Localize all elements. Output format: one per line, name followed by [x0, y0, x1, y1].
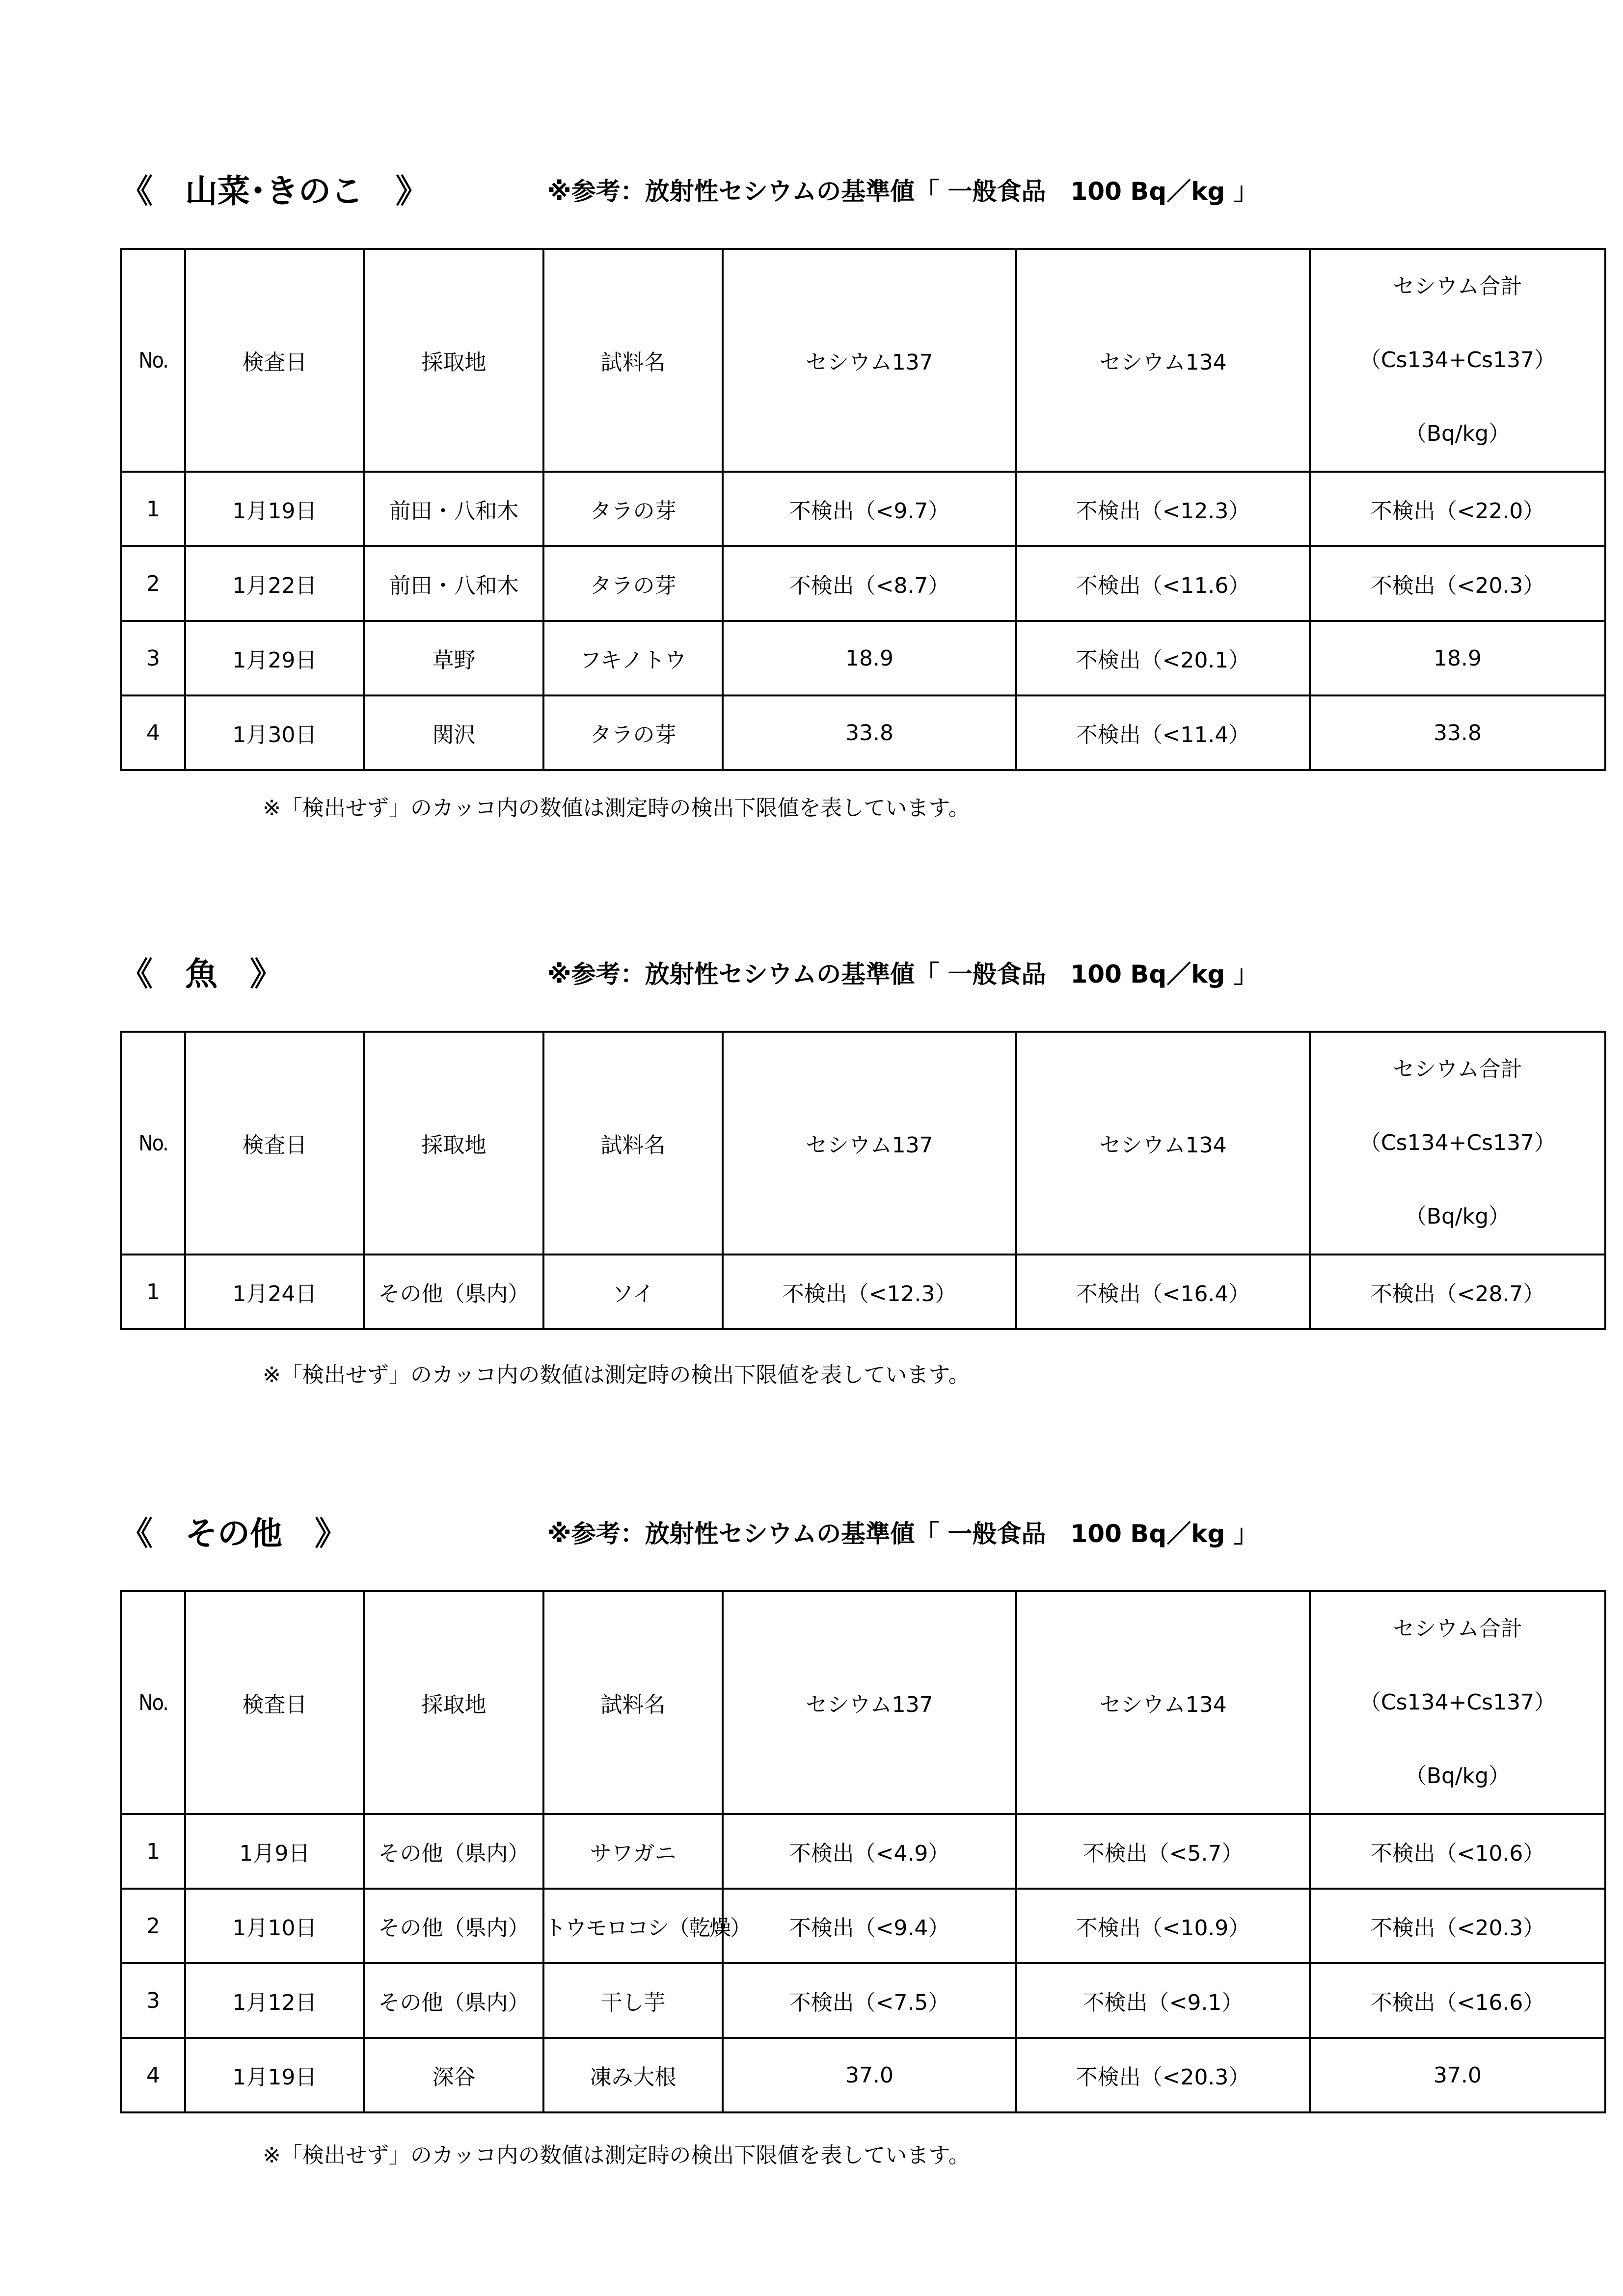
col-header-cs134: セシウム134: [1016, 249, 1310, 472]
total-header-line1: セシウム合計: [1393, 274, 1522, 299]
cell-total: 不検出（<22.0）: [1310, 472, 1605, 546]
cell-sample: タラの芽: [543, 546, 723, 621]
cell-no: 2: [121, 546, 185, 621]
cell-date: 1月24日: [185, 1255, 364, 1329]
cell-cs137: 不検出（<9.4）: [723, 1889, 1016, 1963]
table-row: [121, 2038, 1605, 2112]
cell-date: 1月22日: [185, 546, 364, 621]
cell-sample: 干し芋: [543, 1963, 723, 2038]
footnote: ※「検出せず」のカッコ内の数値は測定時の検出下限値を表しています。: [263, 796, 970, 821]
total-header-line2: （Cs134+Cs137）: [1359, 1130, 1556, 1155]
cell-date: 1月29日: [185, 621, 364, 695]
cell-cs137: 不検出（<12.3）: [723, 1255, 1016, 1329]
cell-no: 1: [121, 1255, 185, 1329]
col-header-total: [1310, 249, 1605, 472]
cell-cs137: 不検出（<7.5）: [723, 1963, 1016, 2038]
cell-cs134: 不検出（<16.4）: [1016, 1255, 1310, 1329]
section-header: [0, 162, 1623, 221]
table-row: [121, 1889, 1605, 1963]
cell-no: 4: [121, 2038, 185, 2112]
cell-sample: 凍み大根: [543, 2038, 723, 2112]
footnote: ※「検出せず」のカッコ内の数値は測定時の検出下限値を表しています。: [263, 2143, 970, 2168]
results-table: [120, 248, 1606, 771]
total-header-line1: セシウム合計: [1393, 1616, 1522, 1641]
cell-total: 不検出（<16.6）: [1310, 1963, 1605, 2038]
cell-total: 37.0: [1310, 2038, 1605, 2112]
cell-date: 1月19日: [185, 2038, 364, 2112]
col-header-no: No.: [121, 1591, 185, 1814]
cell-location: その他（県内）: [364, 1889, 543, 1963]
cell-cs137: 不検出（<8.7）: [723, 546, 1016, 621]
table-row: [121, 621, 1605, 695]
cell-date: 1月12日: [185, 1963, 364, 2038]
cell-date: 1月9日: [185, 1814, 364, 1889]
cell-sample: サワガニ: [543, 1814, 723, 1889]
cell-cs137: 18.9: [723, 621, 1016, 695]
cell-sample: ソイ: [543, 1255, 723, 1329]
col-header-location: 採取地: [364, 1032, 543, 1255]
section-title: 《 魚 》: [120, 955, 282, 993]
results-table: [120, 1590, 1606, 2113]
col-header-cs137: セシウム137: [723, 1591, 1016, 1814]
cell-location: 関沢: [364, 695, 543, 770]
cell-total: 不検出（<20.3）: [1310, 1889, 1605, 1963]
cell-sample: タラの芽: [543, 695, 723, 770]
cell-total: 不検出（<20.3）: [1310, 546, 1605, 621]
cell-date: 1月10日: [185, 1889, 364, 1963]
col-header-cs134: セシウム134: [1016, 1591, 1310, 1814]
table-header-row: [121, 1591, 1605, 1814]
table-row: [121, 472, 1605, 546]
cell-cs134: 不検出（<11.4）: [1016, 695, 1310, 770]
footnote: ※「検出せず」のカッコ内の数値は測定時の検出下限値を表しています。: [263, 1362, 970, 1388]
cell-cs137: 37.0: [723, 2038, 1016, 2112]
col-header-location: 採取地: [364, 249, 543, 472]
cell-location: その他（県内）: [364, 1963, 543, 2038]
reference-note: ※参考：放射性セシウムの基準値「 一般食品 100 Bq／kg 」: [547, 1520, 1258, 1548]
table-row: [121, 546, 1605, 621]
col-header-date: 検査日: [185, 249, 364, 472]
col-header-date: 検査日: [185, 1032, 364, 1255]
section-header: [0, 1504, 1623, 1563]
total-header-line2: （Cs134+Cs137）: [1359, 347, 1556, 373]
cell-total: 18.9: [1310, 621, 1605, 695]
cell-location: 前田・八和木: [364, 546, 543, 621]
total-header-line1: セシウム合計: [1393, 1057, 1522, 1082]
col-header-sample: 試料名: [543, 1591, 723, 1814]
col-header-sample: 試料名: [543, 249, 723, 472]
col-header-sample: 試料名: [543, 1032, 723, 1255]
cell-cs134: 不検出（<5.7）: [1016, 1814, 1310, 1889]
cell-location: 前田・八和木: [364, 472, 543, 546]
cell-no: 2: [121, 1889, 185, 1963]
section-title: 《 その他 》: [120, 1515, 347, 1552]
cell-location: 深谷: [364, 2038, 543, 2112]
cell-sample: トウモロコシ（乾燥）: [543, 1889, 723, 1963]
reference-note: ※参考：放射性セシウムの基準値「 一般食品 100 Bq／kg 」: [547, 960, 1258, 988]
col-header-location: 採取地: [364, 1591, 543, 1814]
col-header-cs137: セシウム137: [723, 1032, 1016, 1255]
cell-sample: フキノトウ: [543, 621, 723, 695]
cell-total: 不検出（<28.7）: [1310, 1255, 1605, 1329]
cell-cs134: 不検出（<20.1）: [1016, 621, 1310, 695]
col-header-no: No.: [121, 1032, 185, 1255]
cell-no: 3: [121, 621, 185, 695]
col-header-cs134: セシウム134: [1016, 1032, 1310, 1255]
table-row: [121, 1963, 1605, 2038]
cell-cs134: 不検出（<20.3）: [1016, 2038, 1310, 2112]
section-title: 《 山菜･きのこ 》: [120, 172, 428, 210]
cell-cs134: 不検出（<12.3）: [1016, 472, 1310, 546]
cell-total: 33.8: [1310, 695, 1605, 770]
cell-total: 不検出（<10.6）: [1310, 1814, 1605, 1889]
cell-no: 3: [121, 1963, 185, 2038]
cell-date: 1月30日: [185, 695, 364, 770]
total-header-line3: （Bq/kg）: [1405, 1204, 1511, 1229]
cell-cs134: 不検出（<10.9）: [1016, 1889, 1310, 1963]
table-header-row: [121, 1032, 1605, 1255]
cell-location: 草野: [364, 621, 543, 695]
total-header-line2: （Cs134+Cs137）: [1359, 1690, 1556, 1715]
col-header-cs137: セシウム137: [723, 249, 1016, 472]
cell-no: 1: [121, 472, 185, 546]
cell-cs134: 不検出（<11.6）: [1016, 546, 1310, 621]
col-header-date: 検査日: [185, 1591, 364, 1814]
cell-no: 4: [121, 695, 185, 770]
total-header-line3: （Bq/kg）: [1405, 1763, 1511, 1789]
table-row: [121, 695, 1605, 770]
cell-sample: タラの芽: [543, 472, 723, 546]
cell-cs137: 不検出（<9.7）: [723, 472, 1016, 546]
table-row: [121, 1255, 1605, 1329]
cell-no: 1: [121, 1814, 185, 1889]
reference-note: ※参考：放射性セシウムの基準値「 一般食品 100 Bq／kg 」: [547, 177, 1258, 206]
cell-location: その他（県内）: [364, 1814, 543, 1889]
table-row: [121, 1814, 1605, 1889]
cell-cs137: 33.8: [723, 695, 1016, 770]
col-header-total: [1310, 1591, 1605, 1814]
col-header-no: No.: [121, 249, 185, 472]
results-table: [120, 1031, 1606, 1330]
cell-cs137: 不検出（<4.9）: [723, 1814, 1016, 1889]
table-header-row: [121, 249, 1605, 472]
section-header: [0, 945, 1623, 1004]
total-header-line3: （Bq/kg）: [1405, 421, 1511, 446]
cell-date: 1月19日: [185, 472, 364, 546]
cell-location: その他（県内）: [364, 1255, 543, 1329]
cell-cs134: 不検出（<9.1）: [1016, 1963, 1310, 2038]
col-header-total: [1310, 1032, 1605, 1255]
